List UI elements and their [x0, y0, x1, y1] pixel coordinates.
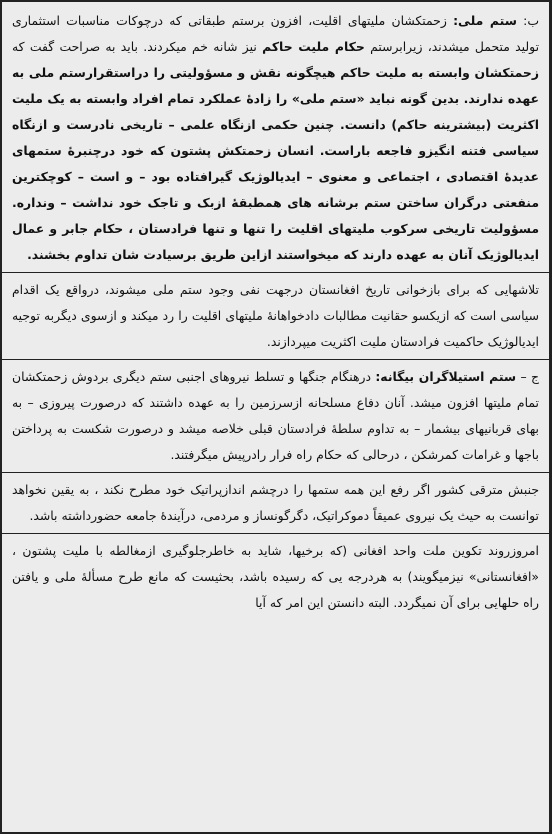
section-b-bold-2: زحمتکشان وابسته به ملیت حاکم هیچگونه نقش و مسؤولیتی را دراستقرارستم ملی به عهده ندارند. بدین گونه نباید «ستم ملی» را زادهٔ عملکرد تمام افراد وابسته به یک ملیت اکثریت (بیشترینه حاکم) دانست. چنین حکمی ازنگاه علمی – تاریخی نادرست و ازنگاه سیاسی فتنه انگیزو فاجعه باراست. انسان زحمتکش پشتون که خود درچنبرهٔ ستمهای عدیدهٔ اقتصادی ، اجتماعی و معنوی – ایدیالوژیک گیرافتاده بود – و است – کوچکترین منفعتی درگران ساختن ستم برشانه های همطبقهٔ ازبک و تاجک خود نداشت – ونداره. مسؤولیت تاریخی سرکوب ملیتهای اقلیت را تنها و تنها فرادستان ، حکام جابر و عمال ایدیالوژیک آنان به عهده دارند که میخواستند ازاین طریق برسیادت شان تداوم بخشند. [12, 65, 539, 262]
section-e-paragraph: امروزروند تکوین ملت واحد افغانی (که برخیها، شاید به خاطرجلوگیری ازمغالطه با ملیت پشتون ، «افغانستانی» نیزمیگویند) به هردرجه یی که رسیده باشد، بحثیست که مانع طرح مسألهٔ ملی و یافتن راه حلهایی برای آن نمیگردد. البته دانستن این امر که آیا [12, 543, 539, 610]
section-b-followup-box [2, 277, 549, 360]
section-c-text: درهنگام جنگها و تسلط نیروهای اجنبی ستم دیگری بردوش زحمتکشان تمام ملیتها افزون میشد. آنان دفاع مسلحانه ازسرزمین را به عهده داشتند که درصورت پیروزی – به بهای قربانیهای بیشمار – به تداوم سلطهٔ فرادستان قبلی خلاصه میشد و درصورت شکست به پرداختن باجها و غرامات کمرشکن ، درحالی که حکام راه فرار رادرپیش میگرفتند. [12, 369, 539, 462]
section-d-paragraph: جنبش مترقی کشور اگر رفع این همه ستمها را درچشم اندازپراتیک خود مطرح نکند ، به یقین نخواهد توانست به حیث یک نیروی عمیقاً دموکراتیک، دگرگونساز و مردمی، درآیندهٔ جامعه حضورداشته باشد. [12, 482, 539, 523]
section-b-followup-paragraph: تلاشهایی که برای بازخوانی تاریخ افغانستان درجهت نفی وجود ستم ملی میشوند، درواقع یک اقدام سیاسی است که ازیکسو حقانیت مطالبات دادخواهانهٔ ملیتهای اقلیت را رد میکند و ازسوی دیگربه توجیه ایدیالوژیک حاکمیت فرادستان ملیت اکثریت میپردازند. [12, 282, 539, 349]
section-b-lead: ب: [523, 13, 539, 28]
section-b-box [2, 8, 549, 273]
section-c-box [2, 364, 549, 473]
section-c-heading: ستم استیلاگران بیگانه: [375, 369, 517, 384]
section-c-lead: ج – [520, 369, 539, 384]
section-b-text-2: نیز شانه خم میکردند. باید به صراحت گفت که [12, 39, 257, 54]
section-b-bold-1: حکام ملیت حاکم [262, 39, 365, 54]
document-text [12, 8, 539, 616]
section-b-text-1: زحمتکشان ملیتهای اقلیت، افزون برستم طبقاتی که درچوکات مناسبات استثماری تولید متحمل میشدند، زیرابرستم [12, 13, 540, 54]
section-c-paragraph [12, 364, 539, 468]
section-d-box [2, 477, 549, 534]
section-b-paragraph [12, 8, 539, 268]
section-b-heading: ستم ملی: [453, 13, 517, 28]
